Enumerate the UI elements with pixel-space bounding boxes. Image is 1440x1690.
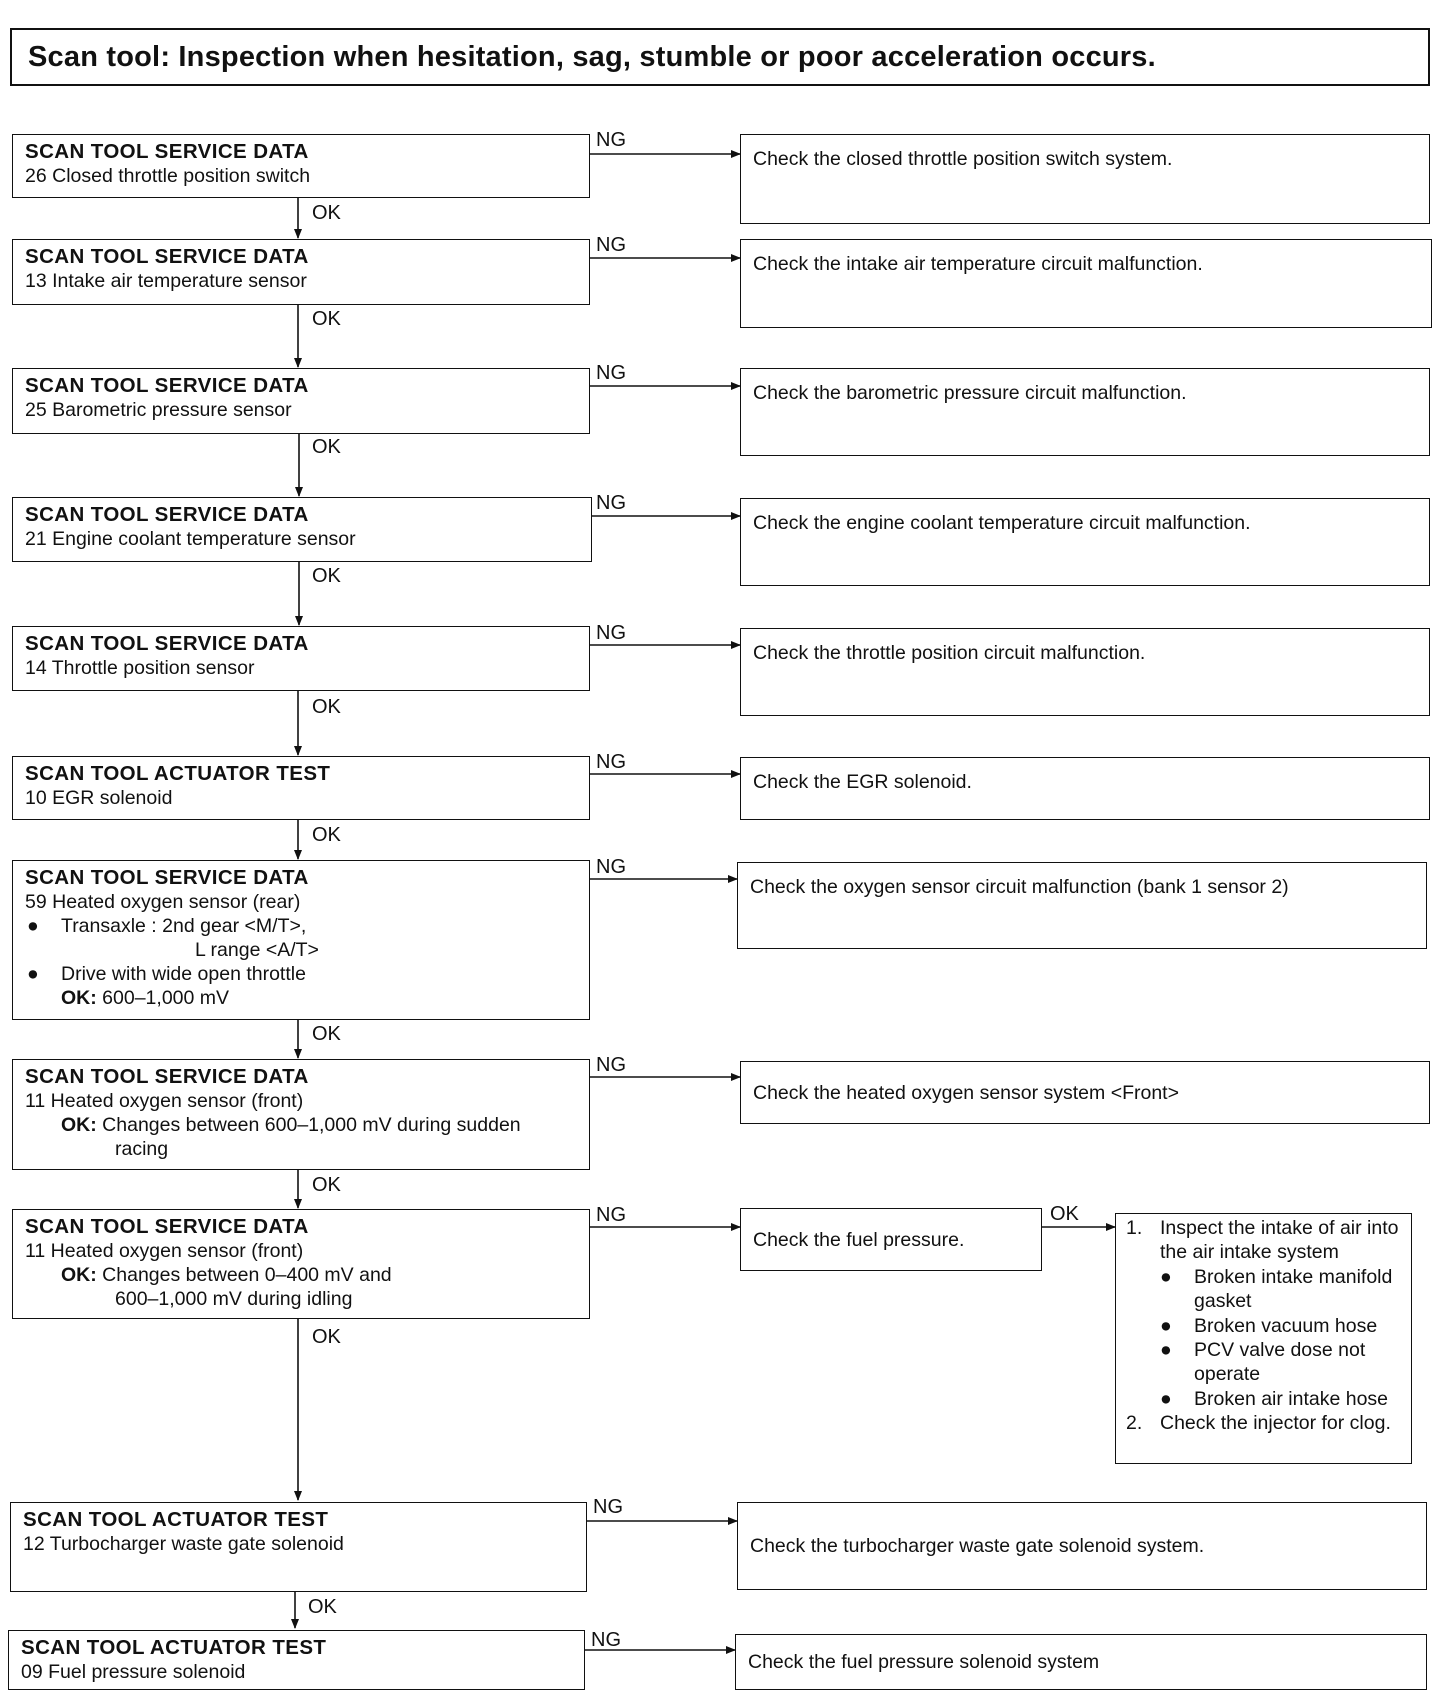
step-heading: SCAN TOOL SERVICE DATA xyxy=(25,866,309,889)
ng-label: NG xyxy=(596,492,626,514)
ng-label: NG xyxy=(596,1054,626,1076)
step-6-result: Check the EGR solenoid. xyxy=(740,757,1430,820)
step-11-box xyxy=(8,1630,585,1690)
procedure-bullet: ● PCV valve dose not operate xyxy=(1160,1339,1366,1386)
step-6-box xyxy=(12,756,590,820)
step-9-result: Check the fuel pressure. xyxy=(740,1208,1042,1271)
ok-criteria-cont: 600–1,000 mV during idling xyxy=(115,1288,353,1310)
ok-label: OK xyxy=(1050,1203,1079,1225)
step-item: 13 Intake air temperature sensor xyxy=(25,270,307,292)
step-1-box xyxy=(12,134,590,198)
condition-line: ● Drive with wide open throttle xyxy=(27,963,306,985)
ok-label: OK xyxy=(312,308,341,330)
ok-label: OK xyxy=(308,1596,337,1618)
step-2-box xyxy=(12,239,590,305)
ok-criteria: OK: 600–1,000 mV xyxy=(61,987,230,1009)
procedure-bullet: ● Broken vacuum hose xyxy=(1160,1314,1378,1337)
bullet-icon: ● xyxy=(1160,1265,1172,1288)
ng-label: NG xyxy=(596,362,626,384)
ok-label: OK xyxy=(312,436,341,458)
ng-label: NG xyxy=(596,234,626,256)
ok-label: OK xyxy=(312,824,341,846)
step-item: 11 Heated oxygen sensor (front) xyxy=(25,1240,304,1262)
step-item: 25 Barometric pressure sensor xyxy=(25,399,292,421)
step-7-result: Check the oxygen sensor circuit malfunction (bank 1 sensor 2) xyxy=(737,862,1427,949)
procedure-step-1: 1. Inspect the intake of air into the air intake system xyxy=(1126,1217,1399,1264)
ok-label: OK xyxy=(312,1023,341,1045)
step-heading: SCAN TOOL SERVICE DATA xyxy=(25,1215,309,1238)
ng-label: NG xyxy=(593,1496,623,1518)
step-item: 12 Turbocharger waste gate solenoid xyxy=(23,1533,344,1555)
step-heading: SCAN TOOL ACTUATOR TEST xyxy=(25,762,331,785)
step-1-result: Check the closed throttle position switch system. xyxy=(740,134,1430,224)
step-heading: SCAN TOOL SERVICE DATA xyxy=(25,140,309,163)
ng-label: NG xyxy=(596,622,626,644)
step-heading: SCAN TOOL ACTUATOR TEST xyxy=(23,1508,329,1531)
procedure-bullet: ● Broken intake manifold gasket xyxy=(1160,1265,1393,1313)
step-8-box xyxy=(12,1059,590,1170)
step-5-result: Check the throttle position circuit malfunction. xyxy=(740,628,1430,716)
step-heading: SCAN TOOL SERVICE DATA xyxy=(25,374,309,397)
step-item: 09 Fuel pressure solenoid xyxy=(21,1661,246,1683)
step-2-result: Check the intake air temperature circuit malfunction. xyxy=(740,239,1432,328)
step-item: 14 Throttle position sensor xyxy=(25,657,255,679)
step-item: 59 Heated oxygen sensor (rear) xyxy=(25,891,301,913)
fuel-pressure-ok-box xyxy=(1115,1213,1412,1464)
procedure-bullet: ● Broken air intake hose xyxy=(1160,1387,1389,1410)
bullet-icon: ● xyxy=(1160,1339,1172,1362)
ok-criteria: OK: Changes between 0–400 mV and xyxy=(61,1264,392,1286)
step-9-box xyxy=(12,1209,590,1319)
step-10-result: Check the turbocharger waste gate solenoid system. xyxy=(737,1502,1427,1590)
step-heading: SCAN TOOL ACTUATOR TEST xyxy=(21,1636,327,1659)
ok-label: OK xyxy=(312,1326,341,1348)
condition-line-cont: L range <A/T> xyxy=(195,939,319,961)
step-heading: SCAN TOOL SERVICE DATA xyxy=(25,245,309,268)
ng-label: NG xyxy=(596,1204,626,1226)
step-8-result: Check the heated oxygen sensor system <Front> xyxy=(740,1061,1430,1124)
step-heading: SCAN TOOL SERVICE DATA xyxy=(25,632,309,655)
step-7-box xyxy=(12,860,590,1020)
step-heading: SCAN TOOL SERVICE DATA xyxy=(25,503,309,526)
step-5-box xyxy=(12,626,590,691)
ok-label: OK xyxy=(312,696,341,718)
ng-label: NG xyxy=(596,751,626,773)
step-item: 11 Heated oxygen sensor (front) xyxy=(25,1090,304,1112)
condition-line: ● Transaxle : 2nd gear <M/T>, xyxy=(27,915,307,937)
bullet-icon: ● xyxy=(1160,1387,1172,1410)
step-heading: SCAN TOOL SERVICE DATA xyxy=(25,1065,309,1088)
ng-label: NG xyxy=(591,1629,621,1651)
bullet-icon: ● xyxy=(27,963,39,985)
page-title: Scan tool: Inspection when hesitation, sag, stumble or poor acceleration occurs. xyxy=(10,28,1430,86)
step-item: 26 Closed throttle position switch xyxy=(25,165,311,187)
step-3-box xyxy=(12,368,590,434)
ok-criteria: OK: Changes between 600–1,000 mV during sudden racing xyxy=(61,1114,521,1160)
ok-label: OK xyxy=(312,1174,341,1196)
step-4-box xyxy=(12,497,592,562)
step-item: 10 EGR solenoid xyxy=(25,787,173,809)
procedure-step-2: 2. Check the injector for clog. xyxy=(1126,1412,1391,1435)
step-10-box xyxy=(10,1502,587,1592)
ok-label: OK xyxy=(312,202,341,224)
bullet-icon: ● xyxy=(27,915,39,937)
ng-label: NG xyxy=(596,856,626,878)
ok-label: OK xyxy=(312,565,341,587)
bullet-icon: ● xyxy=(1160,1314,1172,1337)
step-11-result: Check the fuel pressure solenoid system xyxy=(735,1634,1427,1690)
step-4-result: Check the engine coolant temperature circuit malfunction. xyxy=(740,498,1430,586)
ng-label: NG xyxy=(596,129,626,151)
step-3-result: Check the barometric pressure circuit malfunction. xyxy=(740,368,1430,456)
step-item: 21 Engine coolant temperature sensor xyxy=(25,528,356,550)
